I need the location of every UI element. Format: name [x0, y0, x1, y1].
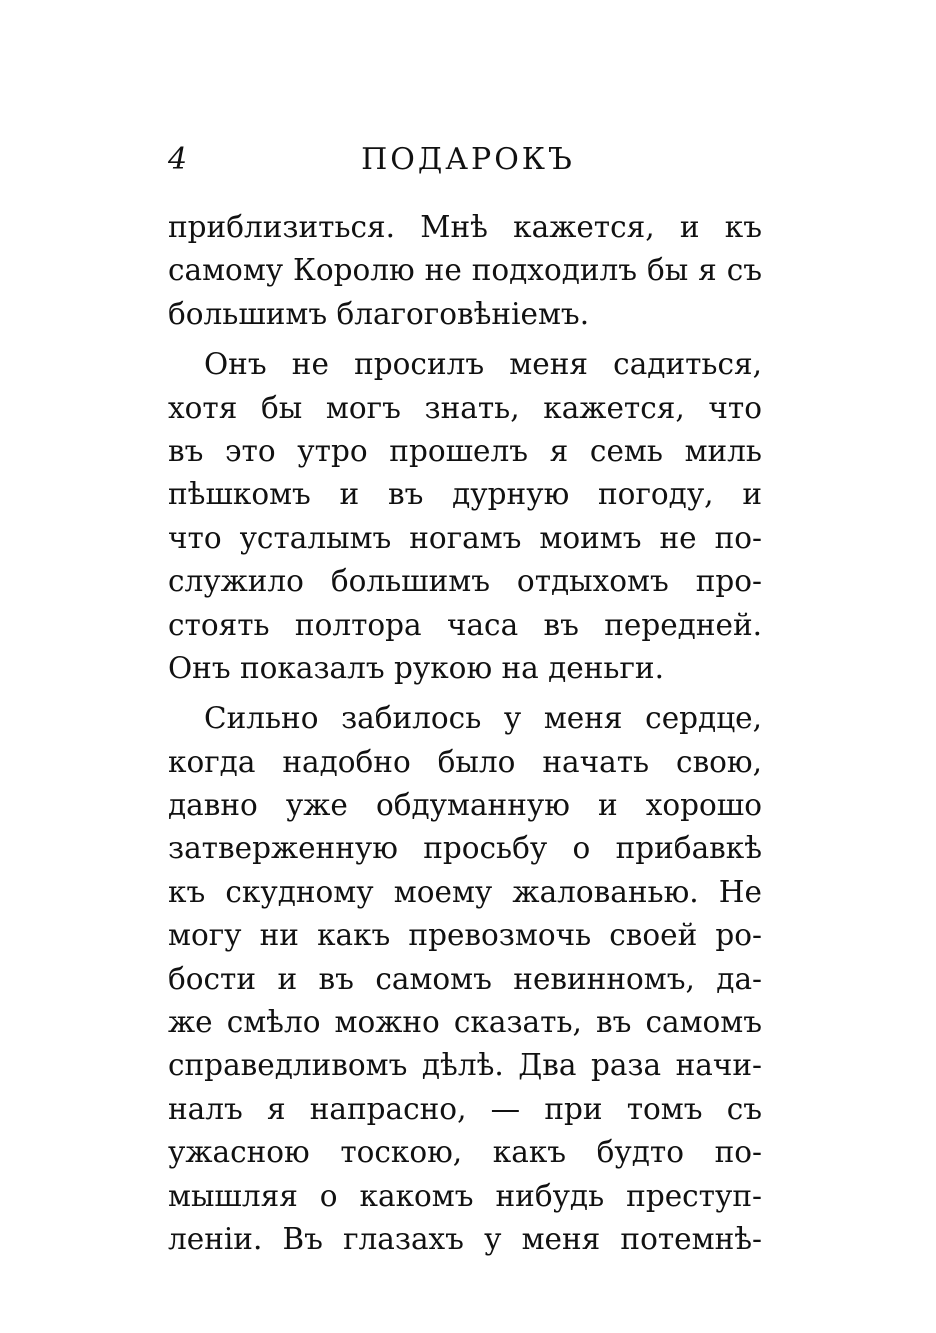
paragraph: [168, 697, 762, 1261]
text-line: что усталымъ ногамъ моимъ не по-: [168, 520, 762, 555]
page-header: [168, 138, 768, 186]
text-line: давно уже обдуманную и хорошо: [168, 788, 762, 823]
text-line: въ это утро прошелъ я семь миль: [168, 433, 762, 468]
text-line: ужасною тоскою, какъ будто по-: [168, 1135, 762, 1170]
text-line: приблизиться. Мнѣ кажется, и къ: [168, 210, 762, 244]
body-text: [168, 206, 762, 1261]
text-line: Сильно забилось у меня сердце,: [204, 701, 762, 736]
text-line: справедливомъ дѣлѣ. Два раза начи-: [168, 1048, 762, 1083]
text-line: затверженную просьбу о прибавкѣ: [168, 831, 762, 866]
text-line: налъ я напрасно, — при томъ съ: [168, 1091, 762, 1126]
text-line: бости и въ самомъ невинномъ, да-: [168, 961, 762, 996]
text-line: Онъ не просилъ меня садиться,: [204, 347, 762, 382]
paragraph: [168, 206, 762, 336]
text-line: пѣшкомъ и въ дурную погоду, и: [168, 477, 762, 512]
text-line: Онъ показалъ рукою на деньги.: [168, 650, 664, 685]
text-line: самому Королю не подходилъ бы я съ: [168, 253, 762, 288]
text-line: леніи. Въ глазахъ у меня потемнѣ-: [168, 1221, 762, 1256]
text-line: служило большимъ отдыхомъ про-: [168, 564, 762, 599]
text-line: стоять полтора часа въ передней.: [168, 607, 762, 642]
text-line: мышляя о какомъ нибудь преступ-: [168, 1178, 762, 1213]
running-title: ПОДАРОКЪ: [361, 142, 575, 177]
text-line: же смѣло можно сказать, въ самомъ: [168, 1005, 762, 1040]
text-line: хотя бы могъ знать, кажется, что: [168, 390, 762, 425]
text-line: могу ни какъ превозмочь своей ро-: [168, 918, 762, 953]
text-line: къ скудному моему жалованью. Не: [168, 874, 762, 909]
text-line: когда надобно было начать свою,: [168, 744, 762, 779]
text-line: большимъ благоговѣніемъ.: [168, 296, 590, 331]
paragraph: [168, 343, 762, 690]
page-number: 4: [168, 142, 188, 177]
